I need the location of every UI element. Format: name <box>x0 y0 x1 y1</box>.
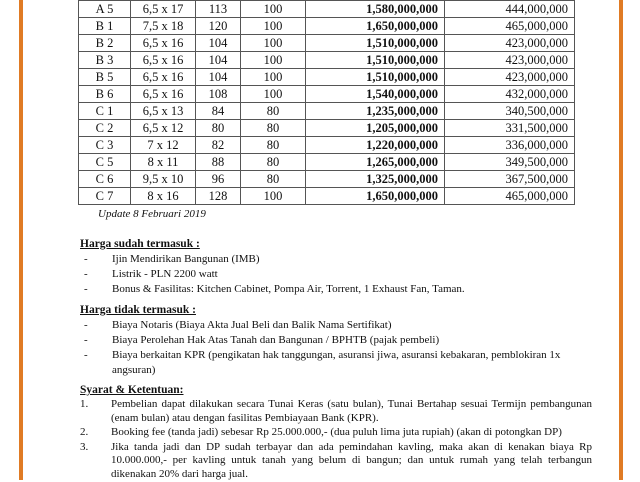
update-note: Update 8 Februari 2019 <box>98 208 206 220</box>
table-cell: 104 <box>196 52 241 69</box>
table-cell: 331,500,000 <box>445 120 575 137</box>
table-cell: 9,5 x 10 <box>131 171 196 188</box>
table-cell: 1,265,000,000 <box>306 154 445 171</box>
included-item: - Ijin Mendirikan Bangunan (IMB) <box>80 252 465 267</box>
table-cell: 6,5 x 16 <box>131 35 196 52</box>
table-cell: 113 <box>196 1 241 18</box>
table-cell: 100 <box>241 18 306 35</box>
terms-item-text: Booking fee (tanda jadi) sebesar Rp 25.000.000,- (dua puluh lima juta rupiah) (akan di potongkan DP) <box>111 426 562 438</box>
table-cell: 100 <box>241 188 306 205</box>
table-cell: 8 x 11 <box>131 154 196 171</box>
table-cell: 6,5 x 13 <box>131 103 196 120</box>
table-row <box>79 1 575 18</box>
table-cell: 6,5 x 12 <box>131 120 196 137</box>
table-cell: 100 <box>241 86 306 103</box>
table-cell: 104 <box>196 69 241 86</box>
table-cell: 367,500,000 <box>445 171 575 188</box>
table-row <box>79 120 575 137</box>
table-cell: 80 <box>241 103 306 120</box>
table-cell: 80 <box>241 120 306 137</box>
terms-list <box>80 398 592 482</box>
table-cell: 7 x 12 <box>131 137 196 154</box>
table-cell: 432,000,000 <box>445 86 575 103</box>
table-cell: 100 <box>241 35 306 52</box>
table-cell: 128 <box>196 188 241 205</box>
table-row <box>79 86 575 103</box>
table-cell: 1,510,000,000 <box>306 35 445 52</box>
table-row <box>79 188 575 205</box>
table-cell: 444,000,000 <box>445 1 575 18</box>
table-cell: C 6 <box>79 171 131 188</box>
table-cell: 423,000,000 <box>445 35 575 52</box>
table-row <box>79 171 575 188</box>
terms-item-number: 2. <box>80 426 89 438</box>
table-cell: 6,5 x 16 <box>131 86 196 103</box>
table-cell: 1,235,000,000 <box>306 103 445 120</box>
table-row <box>79 137 575 154</box>
included-title: Harga sudah termasuk : <box>80 238 200 250</box>
excluded-item: - Biaya berkaitan KPR (pengikatan hak tanggungan, asuransi jiwa, asuransi kebakaran, pemblokiran 1x angsuran) <box>80 348 592 378</box>
table-cell: 1,650,000,000 <box>306 18 445 35</box>
table-cell: 349,500,000 <box>445 154 575 171</box>
included-item: - Listrik - PLN 2200 watt <box>80 267 465 282</box>
table-cell: 84 <box>196 103 241 120</box>
table-cell: 96 <box>196 171 241 188</box>
page-border-right <box>619 0 623 480</box>
table-cell: 6,5 x 16 <box>131 69 196 86</box>
table-cell: 100 <box>241 52 306 69</box>
table-cell: 6,5 x 16 <box>131 52 196 69</box>
table-cell: 423,000,000 <box>445 69 575 86</box>
excluded-item: - Biaya Perolehan Hak Atas Tanah dan Bangunan / BPHTB (pajak pembeli) <box>80 333 592 348</box>
table-cell: 423,000,000 <box>445 52 575 69</box>
table-cell: C 5 <box>79 154 131 171</box>
table-cell: C 3 <box>79 137 131 154</box>
table-cell: 8 x 16 <box>131 188 196 205</box>
terms-item <box>80 426 592 440</box>
table-row <box>79 35 575 52</box>
table-cell: 1,540,000,000 <box>306 86 445 103</box>
terms-item <box>80 441 592 482</box>
table-row <box>79 52 575 69</box>
terms-title: Syarat & Ketentuan: <box>80 384 184 396</box>
terms-item-number: 3. <box>80 440 89 453</box>
table-row <box>79 18 575 35</box>
table-cell: 340,500,000 <box>445 103 575 120</box>
table-cell: B 6 <box>79 86 131 103</box>
table-cell: A 5 <box>79 1 131 18</box>
table-cell: C 7 <box>79 188 131 205</box>
page-border-left <box>19 0 23 480</box>
table-cell: B 3 <box>79 52 131 69</box>
table-cell: 1,510,000,000 <box>306 52 445 69</box>
table-cell: 104 <box>196 35 241 52</box>
table-cell: 7,5 x 18 <box>131 18 196 35</box>
table-cell: 465,000,000 <box>445 188 575 205</box>
excluded-list <box>80 318 592 378</box>
table-row <box>79 103 575 120</box>
included-item: - Bonus & Fasilitas: Kitchen Cabinet, Pompa Air, Torrent, 1 Exhaust Fan, Taman. <box>80 282 465 297</box>
table-cell: 336,000,000 <box>445 137 575 154</box>
table-cell: 120 <box>196 18 241 35</box>
table-cell: 1,510,000,000 <box>306 69 445 86</box>
table-cell: B 2 <box>79 35 131 52</box>
table-cell: 1,580,000,000 <box>306 1 445 18</box>
table-cell: 100 <box>241 1 306 18</box>
table-cell: 100 <box>241 69 306 86</box>
table-cell: 6,5 x 17 <box>131 1 196 18</box>
table-cell: 465,000,000 <box>445 18 575 35</box>
table-row <box>79 154 575 171</box>
table-cell: B 1 <box>79 18 131 35</box>
terms-item-number: 1. <box>80 398 89 410</box>
table-cell: 108 <box>196 86 241 103</box>
table-cell: 80 <box>241 154 306 171</box>
excluded-title: Harga tidak termasuk : <box>80 304 196 316</box>
table-cell: 1,325,000,000 <box>306 171 445 188</box>
price-table <box>78 0 575 205</box>
table-cell: 80 <box>241 171 306 188</box>
table-cell: 1,205,000,000 <box>306 120 445 137</box>
table-row <box>79 69 575 86</box>
table-cell: 1,650,000,000 <box>306 188 445 205</box>
table-cell: 1,220,000,000 <box>306 137 445 154</box>
table-cell: 80 <box>241 137 306 154</box>
table-cell: C 2 <box>79 120 131 137</box>
terms-item-text: Pembelian dapat dilakukan secara Tunai Keras (satu bulan), Tunai Bertahap sesuai Termijn pembangunan (enam bulan) atau dengan fasilitas Pembiayaan Bank (KPR). <box>111 398 592 424</box>
table-cell: B 5 <box>79 69 131 86</box>
excluded-item: - Biaya Notaris (Biaya Akta Jual Beli dan Balik Nama Sertifikat) <box>80 318 592 333</box>
terms-item-text: Jika tanda jadi dan DP sudah terbayar dan ada pemindahan kavling, maka akan di kenakan biaya Rp 10.000.000,- per kavling untuk tanah yang belum di bangun; dan untuk rumah yang telah terbangun dikenakan 20% dari harga jual. <box>111 440 592 480</box>
table-cell: 88 <box>196 154 241 171</box>
table-cell: 80 <box>196 120 241 137</box>
included-list <box>80 252 465 297</box>
table-cell: C 1 <box>79 103 131 120</box>
table-cell: 82 <box>196 137 241 154</box>
terms-item <box>80 398 592 425</box>
